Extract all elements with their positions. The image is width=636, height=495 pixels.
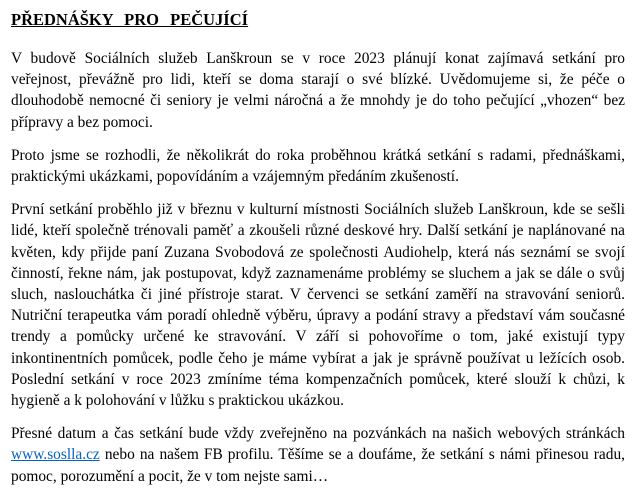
contact-text-after: nebo na našem FB profilu. Těšíme se a doufáme, že setkání s námi přinesou radu, pomoc, porozumění a pocit, že v tom nejste sami… bbox=[11, 446, 625, 485]
paragraph-program: První setkání proběhlo již v březnu v kulturní místnosti Sociálních služeb Lanškroun, kde se sešli lidé, kteří společně trénovali paměť a zkoušeli různé deskové hry. Další setkání je naplánované na květen, kdy přijde paní Zuzana Svobodová ze společnosti Audiohelp, která nás seznámí se svojí činností, řekne nám, jak postupovat, když zaznamenáme problémy se sluchem a jak se dále o svůj sluch, naslouchátka či jiné přístroje starat. V červenci se setkání zaměří na stravování seniorů. Nutriční terapeutka vám poradí ohledně výběru, úpravy a podání stravy a představí vám současné trendy a pomůcky určené ke stravování. V září si pohovoříme o tom, jaké existují typy inkontinentních pomůcek, podle čeho je máme vybírat a jak je správně používat u ležících osob. Poslední setkání v roce 2023 zmíníme téma kompenzačních pomůcek, které slouží k chůzi, k hygieně a k polohování v lůžku s praktickou ukázkou. bbox=[11, 201, 625, 410]
contact-text-before: Přesné datum a čas setkání bude vždy zveřejněno na pozvánkách na našich webových stránkách bbox=[11, 425, 625, 443]
website-link[interactable]: www.soslla.cz bbox=[11, 446, 100, 464]
paragraph-contact bbox=[11, 423, 625, 487]
document-title: PŘEDNÁŠKY PRO PEČUJÍCÍ bbox=[11, 10, 249, 29]
paragraph-intro: V budově Sociálních služeb Lanškroun se v roce 2023 plánují konat zajímavá setkání pro veřejnost, převážně pro lidi, kteří se doma starají o své blízké. Uvědomujeme si, že péče o dlouhodobě nemocné či seniory je velmi náročná a že mnohdy je do toho pečující „vhozen“ bez přípravy a bez pomoci. bbox=[11, 50, 625, 131]
paragraph-decision: Proto jsme se rozhodli, že několikrát do roka proběhnou krátká setkání s radami, přednáškami, praktickými ukázkami, popovídáním a vzájemným předáním zkušeností. bbox=[11, 146, 625, 186]
